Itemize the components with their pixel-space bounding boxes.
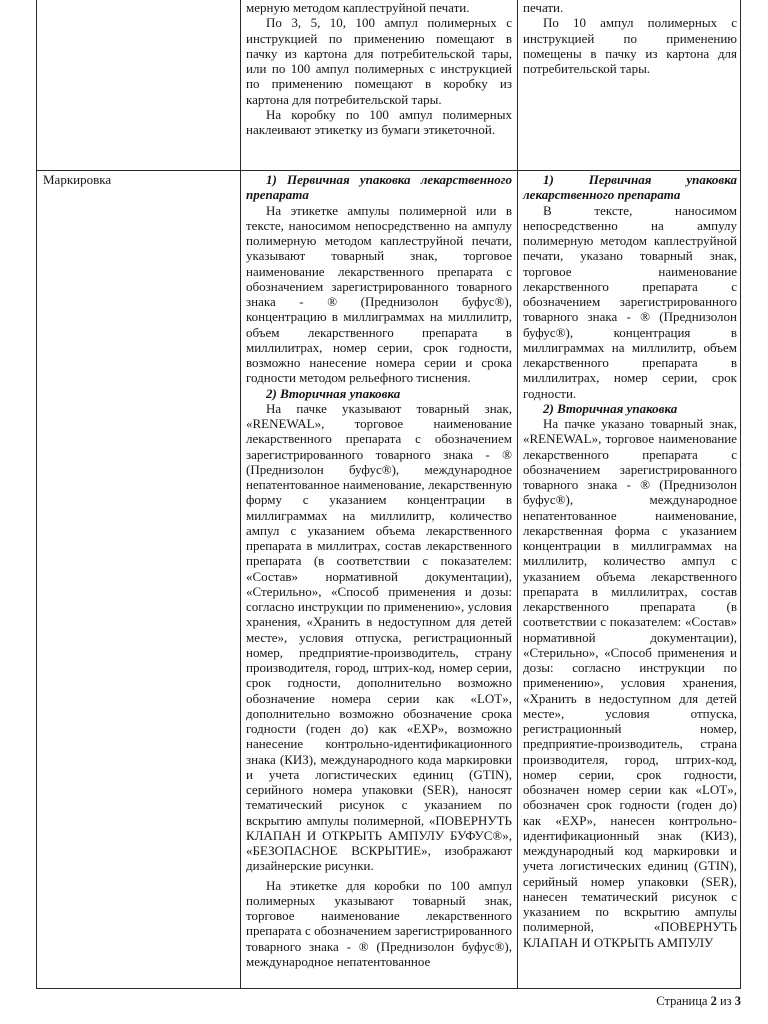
column-divider-left xyxy=(240,0,241,988)
row1-col3-line1: печати. xyxy=(523,0,564,15)
column-divider-right xyxy=(517,0,518,988)
row2-col2-para3: На этикетке для коробки по 100 ампул полимерных указывают товарный знак, торговое наименование лекарственного препарата с обозначением зарегистрированного товарного знака - ® (Преднизолон буфус®), международное непатентованное xyxy=(246,877,512,969)
row2-col2-heading2: 2) Вторичная упаковка xyxy=(266,385,401,401)
row2-col2-cell xyxy=(246,172,512,969)
row2-col3-heading1: 1) Первичная упаковка лекарственного препарата xyxy=(523,172,737,203)
row2-col2-para1: На этикетке ампулы полимерной или в тексте, наносимом непосредственно на ампулу полимерную методом каплеструйной печати, указывают товарный знак, торговое наименование лекарственного препарата с обозначением зарегистрированного товарного знака - ® (Преднизолон буфус®), концентрацию в миллиграммах на миллилитр, объем лекарственного препарата в миллилитрах, номер серии, срок годности, возможно нанесение номера серии и срока годности методом рельефного тиснения. xyxy=(246,202,512,386)
row1-col3-para1: По 10 ампул полимерных с инструкцией по применению помещены в пачку из картона для потребительской тары. xyxy=(523,15,737,76)
row1-col2-line1: мерную методом каплеструйной печати. xyxy=(246,0,470,15)
row1-col2-para2: На коробку по 100 ампул полимерных наклеивают этикетку из бумаги этикеточной. xyxy=(246,106,512,137)
row2-col2-heading1: 1) Первичная упаковка лекарственного препарата xyxy=(246,172,512,203)
row2-col2-para2: На пачке указывают товарный знак, «RENEWAL», торговое наименование лекарственного препарата с обозначением зарегистрированного товарного знака - ® (Преднизолон буфус®), международное непатентованное наименование, лекарственную форму с указанием концентрации в миллиграммах на миллилитр, количество ампул с указанием объема лекарственного препарата в миллитрах, состав лекарственного препарата (в соответствии с показателем: «Состав» нормативной документации), «Стерильно», «Способ применения и дозы: согласно инструкции по применению», условия хранения, «Хранить в недоступном для детей месте», условия отпуска, регистрационный номер, предприятие-производитель, страну производителя, город, штрих-код, номер серии, срок годности, дополнительно возможно обозначение номера серии как «LOT», дополнительно возможно обозначение срока годности (годен до) как «EXP», возможно нанесение контрольно-идентификационного знака (КИЗ), международного кода маркировки и учета логистических единиц (GTIN), серийного номера упаковки (SER), наносят тематический рисунок с указанием по вскрытию ампулы полимерной, «ПОВЕРНУТЬ КЛАПАН И ОТКРЫТЬ АМПУЛУ БУФУС®», «БЕЗОПАСНОЕ ВСКРЫТИЕ», изображают дизайнерские рисунки. xyxy=(246,400,512,874)
page-current: 2 xyxy=(710,994,717,1008)
page-total: 3 xyxy=(734,994,741,1008)
row2-col3-heading2: 2) Вторичная упаковка xyxy=(543,400,678,416)
document-table xyxy=(36,0,741,989)
row2-col3-para1: В тексте, наносимом непосредственно на ампулу полимерную методом каплеструйной печати, указано товарный знак, торговое наименование лекарственного препарата с обозначением зарегистрированного товарного знака - ® (Преднизолон буфус®), концентрация в миллиграммах на миллилитр, объем лекарственного препарата в миллилитрах, номер серии, срок годности. xyxy=(523,202,737,401)
row1-col2-para1: По 3, 5, 10, 100 ампул полимерных с инструкцией по применению помещают в пачку из картона для потребительской тары, или по 100 ампул полимерных с инструкцией по применению помещают в коробку из картона для потребительской тары. xyxy=(246,15,512,107)
row1-col3-cell xyxy=(523,0,737,76)
row2-col3-para2: На пачке указано товарный знак, «RENEWAL», торговое наименование лекарственного препарата с обозначением зарегистрированного товарного знака - ® (Преднизолон буфус®), международное непатентованное наименование, лекарственная форма с указанием концентрации в миллиграммах на миллилитр, количество ампул с указанием объема лекарственного препарата в миллилитрах, состав лекарственного препарата (в соответствии с показателем: «Состав» нормативной документации), «Стерильно», «Способ применения и дозы: согласно инструкции по применению», условия хранения, «Хранить в недоступном для детей месте», условия отпуска, регистрационный номер, предприятие-производитель, страна производителя, город, штрих-код, номер серии, срок годности, обозначен номер серии как «LOT», обозначен срок годности (годен до) как «EXP», нанесен контрольно-идентификационный знак (КИЗ), международный код маркировки и учета логистических единиц (GTIN), серийный номер упаковки (SER), нанесен тематический рисунок с указанием по вскрытию ампулы полимерной, «ПОВЕРНУТЬ КЛАПАН И ОТКРЫТЬ АМПУЛУ xyxy=(523,416,737,950)
page-prefix: Страница xyxy=(656,994,711,1008)
row-divider xyxy=(37,170,740,171)
row1-col2-cell xyxy=(246,0,512,137)
row2-label: Маркировка xyxy=(43,172,112,187)
page-number xyxy=(0,994,741,1009)
page-middle: из xyxy=(716,994,735,1008)
row2-col3-cell xyxy=(523,172,737,950)
row2-label-cell xyxy=(43,172,233,187)
